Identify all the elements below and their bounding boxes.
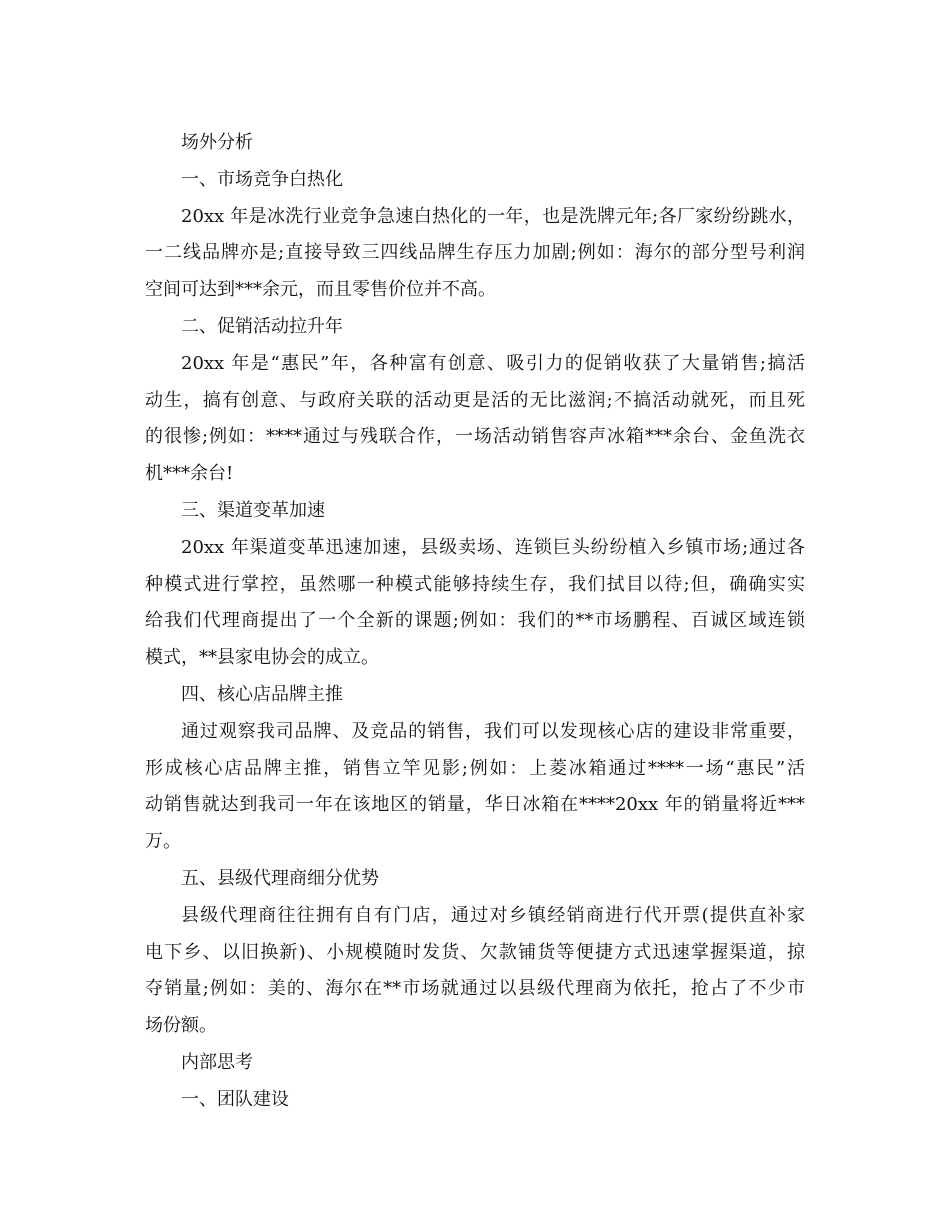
paragraph-line: 的很惨;例如：****通过与残联合作，一场活动销售容声冰箱***余台、金鱼洗衣 xyxy=(145,426,805,448)
paragraph-line: 20xx 年是冰洗行业竞争急速白热化的一年，也是洗牌元年;各厂家纷纷跳水， xyxy=(181,205,805,227)
document-page xyxy=(145,125,805,1119)
section-title-channel-reform: 三、渠道变革加速 xyxy=(181,499,325,521)
paragraph-line: 电下乡、以旧换新)、小规模随时发货、欠款铺货等便捷方式迅速掌握渠道，掠 xyxy=(145,941,805,963)
section-title-county-agent: 五、县级代理商细分优势 xyxy=(181,867,379,889)
paragraph-line: 县级代理商往往拥有自有门店，通过对乡镇经销商进行代开票(提供直补家 xyxy=(181,904,805,926)
paragraph-line: 20xx 年渠道变革迅速加速，县级卖场、连锁巨头纷纷植入乡镇市场;通过各 xyxy=(181,536,805,558)
heading-internal-thinking: 内部思考 xyxy=(181,1051,253,1073)
section-title-market-competition: 一、市场竞争白热化 xyxy=(181,168,343,190)
paragraph-county-agent xyxy=(145,898,805,1045)
heading-external-analysis: 场外分析 xyxy=(181,132,253,153)
paragraph-core-store xyxy=(145,714,805,861)
section-title-team-building: 一、团队建设 xyxy=(181,1088,289,1110)
paragraph-line: 一二线品牌亦是;直接导致三四线品牌生存压力加剧;例如：海尔的部分型号利润 xyxy=(145,242,805,264)
section-title-promotion: 二、促销活动拉升年 xyxy=(181,315,343,337)
paragraph-line: 通过观察我司品牌、及竞品的销售，我们可以发现核心店的建设非常重要， xyxy=(181,720,805,742)
paragraph-line: 万。 xyxy=(145,831,181,853)
paragraph-line: 动生，搞有创意、与政府关联的活动更是活的无比滋润;不搞活动就死，而且死 xyxy=(145,389,805,411)
paragraph-channel-reform xyxy=(145,530,805,677)
paragraph-market-competition xyxy=(145,199,805,309)
paragraph-line: 给我们代理商提出了一个全新的课题;例如：我们的**市场鹏程、百诚区域连锁 xyxy=(145,610,805,632)
paragraph-line: 场份额。 xyxy=(145,1015,217,1037)
paragraph-line: 模式，**县家电协会的成立。 xyxy=(145,647,379,669)
paragraph-line: 夺销量;例如：美的、海尔在**市场就通过以县级代理商为依托，抢占了不少市 xyxy=(145,978,805,1000)
section-title-core-store: 四、核心店品牌主推 xyxy=(181,683,343,705)
paragraph-line: 20xx 年是“惠民”年，各种富有创意、吸引力的促销收获了大量销售;搞活 xyxy=(181,352,805,374)
paragraph-promotion xyxy=(145,346,805,493)
paragraph-line: 形成核心店品牌主推，销售立竿见影;例如：上菱冰箱通过****一场“惠民”活 xyxy=(145,757,805,779)
paragraph-line: 种模式进行掌控，虽然哪一种模式能够持续生存，我们拭目以待;但，确确实实 xyxy=(145,573,805,595)
paragraph-line: 机***余台! xyxy=(145,463,234,485)
paragraph-line: 动销售就达到我司一年在该地区的销量，华日冰箱在****20xx 年的销量将近*** xyxy=(145,794,805,816)
paragraph-line: 空间可达到***余元，而且零售价位并不高。 xyxy=(145,279,496,301)
